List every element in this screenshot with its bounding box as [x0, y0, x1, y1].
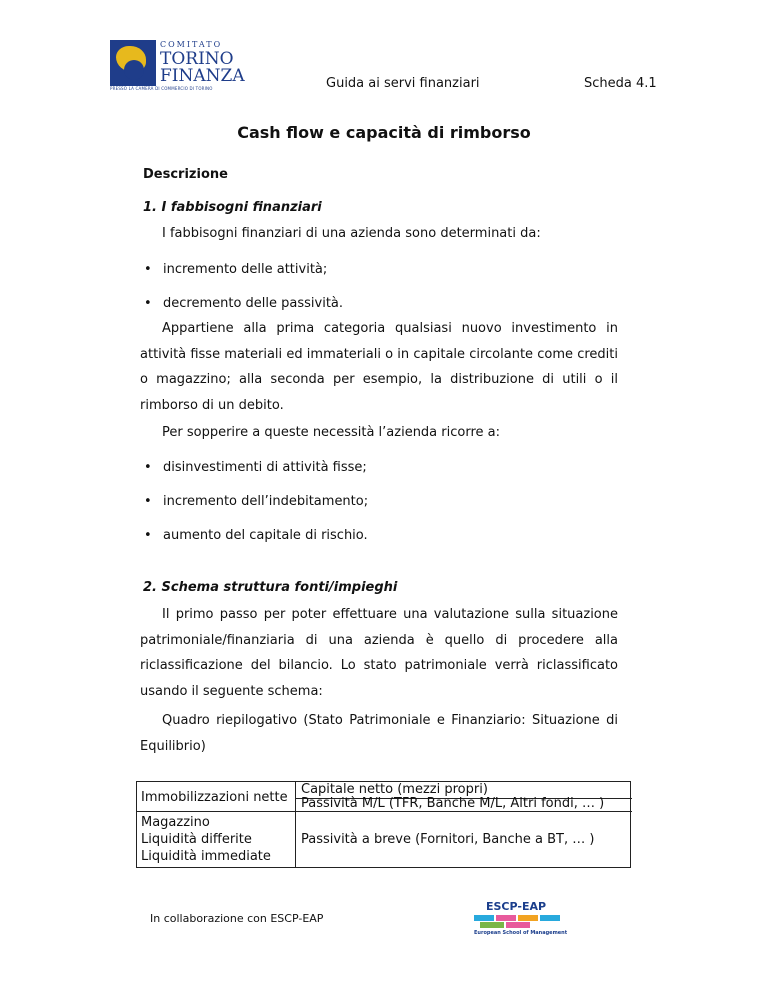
bullet-item: disinvestimenti di attività fisse; [163, 460, 367, 475]
logo-line-4: PRESSO LA CAMERA DI COMMERCIO DI TORINO [110, 86, 213, 91]
bullet-icon: • [144, 460, 152, 475]
bullet-icon: • [144, 494, 152, 509]
header-guide-title: Guida ai servi finanziari [326, 76, 480, 91]
cell-liquidita-immediate: Liquidità immediate [141, 849, 271, 864]
bullet-item: aumento del capitale di rischio. [163, 528, 368, 543]
logo-emblem-icon [110, 40, 156, 86]
section-2-paragraph: Il primo passo per poter effettuare una valutazione sulla situazione patrimoniale/finanziaria di una azienda è quello di procedere alla riclassificazione del bilancio. Lo stato patrimoniale verrà riclassificato usando il seguente schema: [140, 607, 618, 699]
section-1-intro: I fabbisogni finanziari di una azienda sono determinati da: [162, 226, 541, 241]
descrizione-heading: Descrizione [143, 167, 228, 182]
bullet-icon: • [144, 262, 152, 277]
cell-passivita-ml: Passività M/L (TFR, Banche M/L, Altri fondi, … ) [301, 796, 605, 811]
summary-table [136, 781, 631, 868]
section-1-heading: 1. I fabbisogni finanziari [143, 200, 322, 215]
logo-line-3: FINANZA [160, 66, 245, 86]
bullet-icon: • [144, 528, 152, 543]
bullet-item: decremento delle passività. [163, 296, 344, 311]
table-caption: Quadro riepilogativo (Stato Patrimoniale e Finanziario: Situazione di Equilibrio) [140, 713, 618, 754]
section-1-intro-2: Per sopperire a queste necessità l’azienda ricorre a: [162, 425, 500, 440]
page-title: Cash flow e capacità di rimborso [237, 123, 531, 142]
escp-logo-title: ESCP-EAP [486, 900, 547, 913]
escp-eap-logo [470, 900, 566, 940]
cell-magazzino: Magazzino [141, 815, 210, 830]
section-1-paragraph: Appartiene alla prima categoria qualsiasi nuovo investimento in attività fisse materiali ed immateriali o in capitale circolante come crediti o magazzino; alla seconda per esempio, la distribuzione di utili o il rimborso di un debito. [140, 321, 618, 413]
cell-passivita-breve: Passività a breve (Fornitori, Banche a BT, … ) [301, 832, 595, 847]
escp-logo-subtitle: European School of Management [474, 930, 568, 936]
section-2-heading: 2. Schema struttura fonti/impieghi [143, 580, 398, 595]
bullet-item: incremento delle attività; [163, 262, 328, 277]
logo-line-1: COMITATO [160, 40, 223, 49]
cell-liquidita-differite: Liquidità differite [141, 832, 252, 847]
cell-capitale-netto: Capitale netto (mezzi propri) [301, 782, 488, 797]
logo-line-2: TORINO [160, 49, 234, 69]
footer-text: In collaborazione con ESCP-EAP [150, 912, 324, 925]
comitato-torino-finanza-logo [110, 40, 245, 92]
header-scheda: Scheda 4.1 [584, 76, 657, 91]
bullet-icon: • [144, 296, 152, 311]
cell-immobilizzazioni: Immobilizzazioni nette [141, 790, 288, 805]
bullet-item: incremento dell’indebitamento; [163, 494, 369, 509]
